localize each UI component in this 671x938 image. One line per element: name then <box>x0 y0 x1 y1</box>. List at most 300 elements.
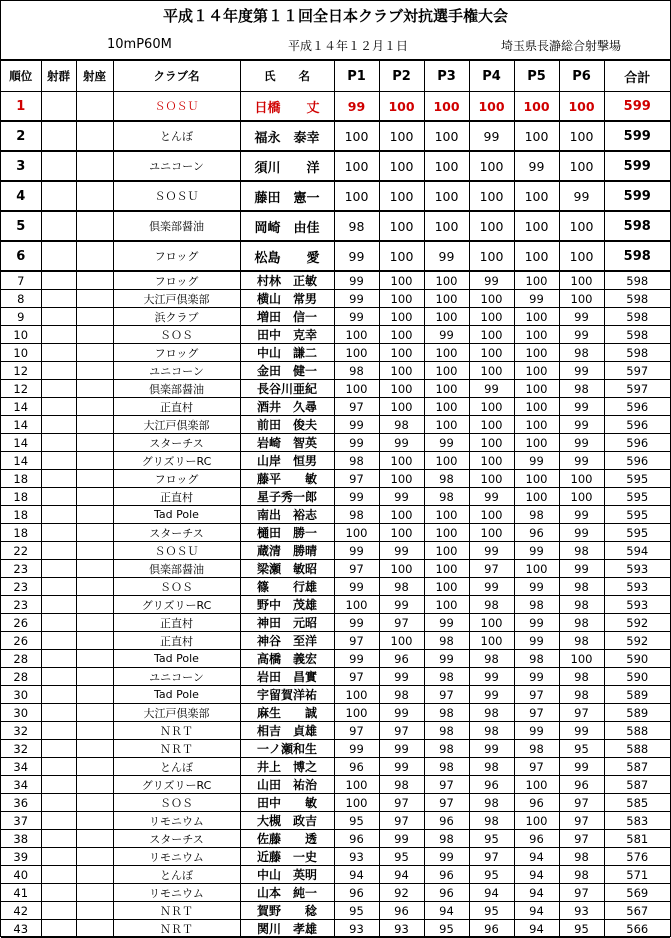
total-cell: 598 <box>604 344 670 362</box>
total-cell: 598 <box>604 241 670 271</box>
p3-cell: 100 <box>424 524 469 542</box>
page-title: 平成１４年度第１１回全日本クラブ対抗選手権大会 <box>162 7 508 25</box>
p5-cell: 98 <box>514 740 559 758</box>
p3-cell: 100 <box>424 398 469 416</box>
rank-cell: 18 <box>1 488 41 506</box>
group-cell <box>41 506 76 524</box>
name-cell: 村林 正敏 <box>240 271 334 290</box>
name-cell: 藤田 憲一 <box>240 181 334 211</box>
club-cell: ユニコーン <box>113 362 240 380</box>
p2-cell: 100 <box>379 290 424 308</box>
p1-cell: 97 <box>334 470 379 488</box>
name-cell: 藤平 敏 <box>240 470 334 488</box>
table-row <box>1 686 670 704</box>
p1-cell: 97 <box>334 722 379 740</box>
p5-cell: 100 <box>514 812 559 830</box>
p3-cell: 100 <box>424 560 469 578</box>
p5-cell: 100 <box>514 776 559 794</box>
group-cell <box>41 271 76 290</box>
p6-cell: 95 <box>559 920 604 938</box>
p1-cell: 97 <box>334 632 379 650</box>
total-cell: 581 <box>604 830 670 848</box>
p1-cell: 96 <box>334 830 379 848</box>
p1-cell: 100 <box>334 344 379 362</box>
p5-cell: 100 <box>514 344 559 362</box>
rank-cell: 14 <box>1 416 41 434</box>
p5-cell: 100 <box>514 362 559 380</box>
lane-cell <box>76 632 113 650</box>
group-cell <box>41 848 76 866</box>
table-row <box>1 722 670 740</box>
rank-cell: 2 <box>1 121 41 151</box>
p2-cell: 100 <box>379 362 424 380</box>
rank-cell: 7 <box>1 271 41 290</box>
name-cell: 須川 洋 <box>240 151 334 181</box>
name-cell: 山田 祐治 <box>240 776 334 794</box>
group-cell <box>41 326 76 344</box>
p6-cell: 99 <box>559 560 604 578</box>
p3-cell: 100 <box>424 416 469 434</box>
p4-cell: 98 <box>469 812 514 830</box>
p2-cell: 99 <box>379 596 424 614</box>
total-cell: 598 <box>604 290 670 308</box>
p3-cell: 96 <box>424 884 469 902</box>
p2-cell: 100 <box>379 560 424 578</box>
p1-cell: 100 <box>334 794 379 812</box>
p6-cell: 97 <box>559 704 604 722</box>
lane-cell <box>76 722 113 740</box>
group-cell <box>41 776 76 794</box>
p2-cell: 100 <box>379 211 424 241</box>
name-cell: 山本 純一 <box>240 884 334 902</box>
p3-cell: 100 <box>424 181 469 211</box>
lane-cell <box>76 668 113 686</box>
lane-cell <box>76 488 113 506</box>
lane-cell <box>76 596 113 614</box>
table-row <box>1 578 670 596</box>
total-cell: 594 <box>604 542 670 560</box>
p2-cell: 100 <box>379 470 424 488</box>
p2-cell: 98 <box>379 578 424 596</box>
p2-cell: 94 <box>379 866 424 884</box>
p1-cell: 96 <box>334 758 379 776</box>
p3-cell: 100 <box>424 452 469 470</box>
table-row <box>1 758 670 776</box>
group-cell <box>41 920 76 938</box>
rank-cell: 18 <box>1 506 41 524</box>
rank-cell: 12 <box>1 380 41 398</box>
event-info <box>1 31 670 60</box>
p4-cell: 98 <box>469 794 514 812</box>
p4-cell: 100 <box>469 632 514 650</box>
table-row <box>1 830 670 848</box>
p6-cell: 99 <box>559 398 604 416</box>
table-row <box>1 121 670 151</box>
name-cell: 神谷 至洋 <box>240 632 334 650</box>
p4-cell: 98 <box>469 650 514 668</box>
p5-cell: 94 <box>514 920 559 938</box>
p2-cell: 99 <box>379 830 424 848</box>
name-cell: 岩崎 智英 <box>240 434 334 452</box>
p1-cell: 100 <box>334 181 379 211</box>
club-cell: ＳＯＳ <box>113 326 240 344</box>
p6-cell: 98 <box>559 686 604 704</box>
p6-cell: 98 <box>559 632 604 650</box>
p6-cell: 100 <box>559 271 604 290</box>
rank-cell: 30 <box>1 686 41 704</box>
club-cell: ＳＯＳ <box>113 794 240 812</box>
p4-cell: 100 <box>469 524 514 542</box>
rank-cell: 18 <box>1 524 41 542</box>
table-row <box>1 290 670 308</box>
p6-cell: 98 <box>559 614 604 632</box>
p3-cell: 98 <box>424 704 469 722</box>
group-cell <box>41 362 76 380</box>
p4-cell: 100 <box>469 181 514 211</box>
lane-cell <box>76 830 113 848</box>
p2-cell: 98 <box>379 416 424 434</box>
p6-cell: 99 <box>559 506 604 524</box>
p5-cell: 97 <box>514 686 559 704</box>
group-cell <box>41 578 76 596</box>
p4-cell: 95 <box>469 830 514 848</box>
table-row <box>1 668 670 686</box>
table-row <box>1 902 670 920</box>
p5-cell: 100 <box>514 380 559 398</box>
lane-cell <box>76 506 113 524</box>
total-cell: 598 <box>604 308 670 326</box>
lane-cell <box>76 740 113 758</box>
name-cell: 一ノ瀬和生 <box>240 740 334 758</box>
lane-cell <box>76 524 113 542</box>
p6-cell: 99 <box>559 308 604 326</box>
rank-cell: 23 <box>1 596 41 614</box>
club-cell: ＮＲＴ <box>113 740 240 758</box>
p2-cell: 98 <box>379 776 424 794</box>
club-cell: スターチス <box>113 434 240 452</box>
p1-cell: 96 <box>334 884 379 902</box>
rank-cell: 12 <box>1 362 41 380</box>
table-row <box>1 92 670 122</box>
p4-cell: 99 <box>469 686 514 704</box>
p3-cell: 99 <box>424 848 469 866</box>
table-row <box>1 650 670 668</box>
total-cell: 599 <box>604 181 670 211</box>
p1-cell: 100 <box>334 704 379 722</box>
p3-cell: 98 <box>424 740 469 758</box>
p3-cell: 100 <box>424 542 469 560</box>
p4-cell: 100 <box>469 452 514 470</box>
name-cell: 麻生 誠 <box>240 704 334 722</box>
lane-cell <box>76 211 113 241</box>
header-total: 合計 <box>604 61 670 92</box>
group-cell <box>41 344 76 362</box>
table-row <box>1 704 670 722</box>
lane-cell <box>76 151 113 181</box>
rank-cell: 43 <box>1 920 41 938</box>
group-cell <box>41 740 76 758</box>
name-cell: 金田 健一 <box>240 362 334 380</box>
total-cell: 595 <box>604 488 670 506</box>
p4-cell: 100 <box>469 362 514 380</box>
club-cell: ユニコーン <box>113 668 240 686</box>
total-cell: 593 <box>604 578 670 596</box>
p4-cell: 100 <box>469 290 514 308</box>
p5-cell: 100 <box>514 181 559 211</box>
table-row <box>1 614 670 632</box>
p4-cell: 98 <box>469 722 514 740</box>
group-cell <box>41 488 76 506</box>
rank-cell: 30 <box>1 704 41 722</box>
header-p6: P6 <box>559 61 604 92</box>
table-row <box>1 452 670 470</box>
rank-cell: 10 <box>1 326 41 344</box>
p3-cell: 96 <box>424 866 469 884</box>
lane-cell <box>76 308 113 326</box>
p2-cell: 100 <box>379 452 424 470</box>
p5-cell: 99 <box>514 578 559 596</box>
p6-cell: 98 <box>559 380 604 398</box>
club-cell: リモニウム <box>113 812 240 830</box>
p2-cell: 99 <box>379 668 424 686</box>
total-cell: 592 <box>604 614 670 632</box>
total-cell: 587 <box>604 758 670 776</box>
event-date: 平成１４年１２月１日 <box>288 39 409 53</box>
total-cell: 598 <box>604 326 670 344</box>
p1-cell: 99 <box>334 416 379 434</box>
p2-cell: 100 <box>379 151 424 181</box>
p2-cell: 100 <box>379 308 424 326</box>
total-cell: 593 <box>604 596 670 614</box>
p1-cell: 97 <box>334 398 379 416</box>
table-row <box>1 488 670 506</box>
p6-cell: 97 <box>559 830 604 848</box>
header-name: 氏 名 <box>240 61 334 92</box>
p2-cell: 97 <box>379 794 424 812</box>
club-cell: ＮＲＴ <box>113 920 240 938</box>
p3-cell: 100 <box>424 596 469 614</box>
p4-cell: 99 <box>469 740 514 758</box>
table-row <box>1 866 670 884</box>
rank-cell: 36 <box>1 794 41 812</box>
p1-cell: 99 <box>334 434 379 452</box>
lane-cell <box>76 884 113 902</box>
group-cell <box>41 884 76 902</box>
p3-cell: 100 <box>424 211 469 241</box>
name-cell: 前田 俊夫 <box>240 416 334 434</box>
p6-cell: 100 <box>559 92 604 122</box>
rank-cell: 5 <box>1 211 41 241</box>
p5-cell: 100 <box>514 308 559 326</box>
name-cell: 岡崎 由佳 <box>240 211 334 241</box>
p2-cell: 100 <box>379 398 424 416</box>
rank-cell: 38 <box>1 830 41 848</box>
p1-cell: 100 <box>334 151 379 181</box>
header-p4: P4 <box>469 61 514 92</box>
total-cell: 598 <box>604 211 670 241</box>
p4-cell: 98 <box>469 758 514 776</box>
p4-cell: 100 <box>469 308 514 326</box>
rank-cell: 3 <box>1 151 41 181</box>
rank-cell: 37 <box>1 812 41 830</box>
header-rank: 順位 <box>1 61 41 92</box>
club-cell: 大江戸倶楽部 <box>113 290 240 308</box>
p6-cell: 100 <box>559 121 604 151</box>
p3-cell: 99 <box>424 326 469 344</box>
p6-cell: 97 <box>559 812 604 830</box>
p6-cell: 100 <box>559 151 604 181</box>
total-cell: 583 <box>604 812 670 830</box>
table-row <box>1 416 670 434</box>
p6-cell: 99 <box>559 524 604 542</box>
results-table <box>1 60 670 938</box>
p1-cell: 98 <box>334 211 379 241</box>
results-body <box>1 92 670 938</box>
group-cell <box>41 211 76 241</box>
p6-cell: 98 <box>559 848 604 866</box>
table-row <box>1 560 670 578</box>
p5-cell: 100 <box>514 470 559 488</box>
lane-cell <box>76 794 113 812</box>
table-row <box>1 848 670 866</box>
p6-cell: 99 <box>559 722 604 740</box>
lane-cell <box>76 290 113 308</box>
p6-cell: 99 <box>559 416 604 434</box>
p4-cell: 100 <box>469 434 514 452</box>
total-cell: 592 <box>604 632 670 650</box>
club-cell: リモニウム <box>113 884 240 902</box>
name-cell: 酒井 久尋 <box>240 398 334 416</box>
p6-cell: 95 <box>559 740 604 758</box>
name-cell: 横山 常男 <box>240 290 334 308</box>
club-cell: グリズリーRC <box>113 776 240 794</box>
p6-cell: 100 <box>559 241 604 271</box>
club-cell: ユニコーン <box>113 151 240 181</box>
club-cell: ＳＯＳ <box>113 578 240 596</box>
total-cell: 596 <box>604 434 670 452</box>
p2-cell: 99 <box>379 542 424 560</box>
club-cell: 倶楽部醤油 <box>113 380 240 398</box>
p4-cell: 96 <box>469 920 514 938</box>
table-row <box>1 506 670 524</box>
lane-cell <box>76 452 113 470</box>
p3-cell: 100 <box>424 121 469 151</box>
table-row <box>1 326 670 344</box>
club-cell: Tad Pole <box>113 686 240 704</box>
total-cell: 595 <box>604 524 670 542</box>
lane-cell <box>76 704 113 722</box>
p5-cell: 100 <box>514 488 559 506</box>
rank-cell: 28 <box>1 650 41 668</box>
p4-cell: 95 <box>469 902 514 920</box>
p2-cell: 99 <box>379 740 424 758</box>
group-cell <box>41 866 76 884</box>
lane-cell <box>76 92 113 122</box>
p5-cell: 94 <box>514 866 559 884</box>
total-cell: 571 <box>604 866 670 884</box>
table-row <box>1 271 670 290</box>
p2-cell: 96 <box>379 650 424 668</box>
group-cell <box>41 452 76 470</box>
total-cell: 593 <box>604 560 670 578</box>
p3-cell: 98 <box>424 758 469 776</box>
rank-cell: 23 <box>1 560 41 578</box>
table-row <box>1 812 670 830</box>
p2-cell: 95 <box>379 848 424 866</box>
total-cell: 566 <box>604 920 670 938</box>
rank-cell: 14 <box>1 434 41 452</box>
p2-cell: 98 <box>379 686 424 704</box>
p4-cell: 100 <box>469 92 514 122</box>
p2-cell: 100 <box>379 344 424 362</box>
p2-cell: 99 <box>379 704 424 722</box>
group-cell <box>41 686 76 704</box>
table-row <box>1 380 670 398</box>
event-venue: 埼玉県長瀞総合射撃場 <box>501 39 622 53</box>
name-cell: 近藤 一史 <box>240 848 334 866</box>
header-p5: P5 <box>514 61 559 92</box>
p5-cell: 99 <box>514 668 559 686</box>
p2-cell: 100 <box>379 271 424 290</box>
p6-cell: 100 <box>559 488 604 506</box>
lane-cell <box>76 848 113 866</box>
p3-cell: 99 <box>424 650 469 668</box>
club-cell: スターチス <box>113 830 240 848</box>
rank-cell: 42 <box>1 902 41 920</box>
p1-cell: 93 <box>334 920 379 938</box>
p3-cell: 100 <box>424 308 469 326</box>
club-cell: 正直村 <box>113 488 240 506</box>
lane-cell <box>76 181 113 211</box>
rank-cell: 28 <box>1 668 41 686</box>
group-cell <box>41 121 76 151</box>
name-cell: 松島 愛 <box>240 241 334 271</box>
total-cell: 599 <box>604 121 670 151</box>
p6-cell: 100 <box>559 650 604 668</box>
club-cell: とんぼ <box>113 121 240 151</box>
p5-cell: 97 <box>514 758 559 776</box>
p4-cell: 100 <box>469 326 514 344</box>
lane-cell <box>76 776 113 794</box>
total-cell: 587 <box>604 776 670 794</box>
table-row <box>1 151 670 181</box>
p4-cell: 100 <box>469 506 514 524</box>
p5-cell: 99 <box>514 614 559 632</box>
p4-cell: 96 <box>469 776 514 794</box>
p3-cell: 98 <box>424 830 469 848</box>
total-cell: 596 <box>604 398 670 416</box>
lane-cell <box>76 866 113 884</box>
group-cell <box>41 560 76 578</box>
p1-cell: 97 <box>334 560 379 578</box>
group-cell <box>41 830 76 848</box>
total-cell: 596 <box>604 416 670 434</box>
p2-cell: 99 <box>379 488 424 506</box>
p2-cell: 100 <box>379 241 424 271</box>
name-cell: 中山 謙二 <box>240 344 334 362</box>
p4-cell: 100 <box>469 398 514 416</box>
p6-cell: 98 <box>559 542 604 560</box>
p3-cell: 99 <box>424 614 469 632</box>
lane-cell <box>76 542 113 560</box>
table-row <box>1 470 670 488</box>
name-cell: 中山 英明 <box>240 866 334 884</box>
p1-cell: 100 <box>334 524 379 542</box>
rank-cell: 23 <box>1 578 41 596</box>
p4-cell: 100 <box>469 241 514 271</box>
lane-cell <box>76 578 113 596</box>
table-row <box>1 434 670 452</box>
